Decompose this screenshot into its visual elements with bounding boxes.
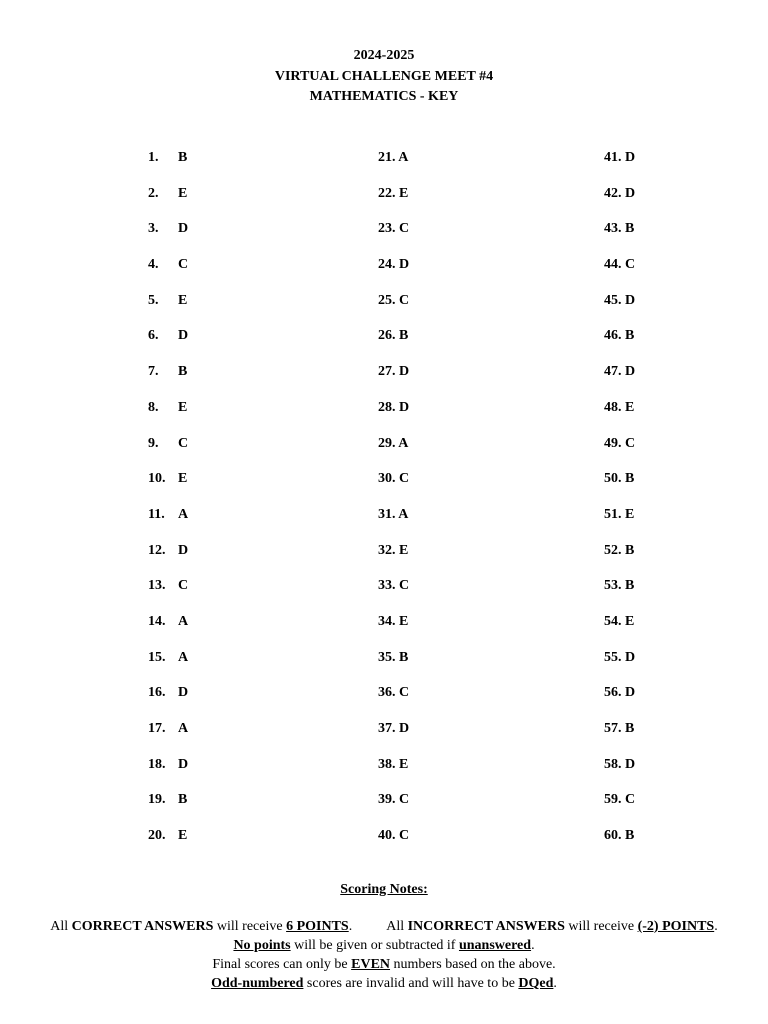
question-number: 42. xyxy=(604,185,622,201)
answer-row xyxy=(148,539,188,575)
answer-row xyxy=(604,396,635,432)
answer-row xyxy=(148,646,188,682)
question-number: 51. xyxy=(604,506,622,522)
question-number: 2. xyxy=(148,185,159,201)
answer-letter: D xyxy=(625,649,636,665)
answer-letter: A xyxy=(178,721,189,736)
answer-row xyxy=(604,146,635,182)
answer-row xyxy=(148,217,188,253)
note-no-points: No points xyxy=(233,938,291,953)
question-number: 58. xyxy=(604,756,622,772)
answer-letter: A xyxy=(398,435,409,451)
answer-row xyxy=(148,467,188,503)
answer-letter: D xyxy=(399,721,410,736)
question-number: 15. xyxy=(148,649,166,665)
answer-letter: A xyxy=(398,506,409,522)
question-number: 38. xyxy=(378,756,396,772)
note-text: . xyxy=(714,919,718,934)
question-number: 20. xyxy=(148,828,166,844)
answer-letter: C xyxy=(625,792,636,808)
answer-row xyxy=(148,146,188,182)
document-header xyxy=(0,46,768,108)
question-number: 46. xyxy=(604,328,622,344)
question-number: 23. xyxy=(378,221,396,237)
answer-row xyxy=(378,610,409,646)
question-number: 43. xyxy=(604,221,622,237)
note-correct-answers: CORRECT ANSWERS xyxy=(71,919,214,934)
question-number: 10. xyxy=(148,471,166,487)
question-number: 17. xyxy=(148,721,166,736)
scoring-note-even xyxy=(0,955,768,974)
answer-letter: C xyxy=(399,792,410,808)
question-number: 24. xyxy=(378,257,396,273)
answer-letter: E xyxy=(178,471,188,487)
question-number: 19. xyxy=(148,792,166,808)
scoring-note-points xyxy=(0,917,768,936)
answer-row xyxy=(604,182,635,218)
question-number: 22. xyxy=(378,185,396,201)
question-number: 33. xyxy=(378,578,396,594)
answer-letter: C xyxy=(625,257,636,273)
answer-letter: C xyxy=(178,435,189,451)
note-text: scores are invalid and will have to be xyxy=(303,976,519,991)
question-number: 55. xyxy=(604,649,622,665)
question-number: 52. xyxy=(604,542,622,558)
question-number: 47. xyxy=(604,364,622,380)
answer-letter: D xyxy=(625,150,636,165)
question-number: 26. xyxy=(378,328,396,344)
header-subject: MATHEMATICS - KEY xyxy=(309,89,459,104)
question-number: 5. xyxy=(148,292,159,308)
answer-letter: D xyxy=(178,221,189,237)
note-incorrect-answers: INCORRECT ANSWERS xyxy=(407,919,565,934)
answer-column-3 xyxy=(604,146,635,860)
answer-letter: D xyxy=(625,292,636,308)
answer-row xyxy=(604,539,635,575)
answer-letter: E xyxy=(625,506,635,522)
note-even: EVEN xyxy=(351,957,391,972)
answer-row xyxy=(148,824,188,860)
question-number: 57. xyxy=(604,721,622,736)
answer-letter: C xyxy=(625,435,636,451)
question-number: 53. xyxy=(604,578,622,594)
answer-letter: C xyxy=(178,257,189,273)
answer-letter: E xyxy=(178,292,188,308)
answer-letter: D xyxy=(178,328,189,344)
question-number: 60. xyxy=(604,828,622,844)
scoring-note-unanswered xyxy=(0,936,768,955)
answer-row xyxy=(604,467,635,503)
scoring-note-odd xyxy=(0,974,768,993)
answer-letter: B xyxy=(625,828,635,844)
note-text: Final scores can only be xyxy=(212,957,352,972)
question-number: 48. xyxy=(604,399,622,415)
question-number: 25. xyxy=(378,292,396,308)
answer-letter: B xyxy=(178,150,188,165)
answer-column-2 xyxy=(378,146,409,860)
note-correct-points: 6 POINTS xyxy=(286,919,349,934)
answer-letter: C xyxy=(399,828,410,844)
question-number: 41. xyxy=(604,150,622,165)
question-number: 30. xyxy=(378,471,396,487)
answer-row xyxy=(148,788,188,824)
answer-letter: D xyxy=(399,257,410,273)
question-number: 59. xyxy=(604,792,622,808)
note-text: All xyxy=(386,919,408,934)
answer-letter: D xyxy=(625,685,636,701)
answer-letter: D xyxy=(399,364,410,380)
answer-letter: E xyxy=(399,185,409,201)
question-number: 56. xyxy=(604,685,622,701)
answer-letter: D xyxy=(178,685,189,701)
answer-row xyxy=(378,574,409,610)
question-number: 32. xyxy=(378,542,396,558)
answer-letter: D xyxy=(399,399,410,415)
question-number: 27. xyxy=(378,364,396,380)
answer-row xyxy=(604,360,635,396)
question-number: 28. xyxy=(378,399,396,415)
question-number: 35. xyxy=(378,649,396,665)
answer-row xyxy=(604,432,635,468)
answer-letter: E xyxy=(625,613,635,629)
answer-row xyxy=(378,289,409,325)
answer-row xyxy=(604,681,635,717)
answer-letter: E xyxy=(178,185,188,201)
answer-letter: B xyxy=(625,578,635,594)
answer-column-1 xyxy=(148,146,188,860)
answer-row xyxy=(378,396,409,432)
header-year: 2024-2025 xyxy=(353,48,415,63)
question-number: 49. xyxy=(604,435,622,451)
answer-row xyxy=(378,360,409,396)
answer-row xyxy=(148,574,188,610)
answer-row xyxy=(604,753,635,789)
question-number: 34. xyxy=(378,613,396,629)
answer-row xyxy=(148,182,188,218)
question-number: 13. xyxy=(148,578,166,594)
question-number: 1. xyxy=(148,150,159,165)
answer-row xyxy=(378,646,409,682)
question-number: 50. xyxy=(604,471,622,487)
answer-letter: B xyxy=(625,721,635,736)
question-number: 3. xyxy=(148,221,159,237)
answer-row xyxy=(378,824,409,860)
answer-letter: E xyxy=(625,399,635,415)
question-number: 36. xyxy=(378,685,396,701)
answer-row xyxy=(148,324,188,360)
question-number: 16. xyxy=(148,685,166,701)
answer-letter: B xyxy=(625,542,635,558)
answer-letter: B xyxy=(625,328,635,344)
answer-letter: A xyxy=(398,150,409,165)
note-text: will receive xyxy=(564,919,638,934)
answer-letter: E xyxy=(399,756,409,772)
answer-letter: A xyxy=(178,506,189,522)
answer-row xyxy=(378,324,409,360)
answer-row xyxy=(604,574,635,610)
question-number: 40. xyxy=(378,828,396,844)
answer-row xyxy=(148,681,188,717)
answer-row xyxy=(148,396,188,432)
answer-letter: C xyxy=(399,471,410,487)
answer-letter: C xyxy=(399,221,410,237)
answer-letter: D xyxy=(625,364,636,380)
answer-row xyxy=(378,146,409,182)
answer-letter: C xyxy=(399,685,410,701)
answer-row xyxy=(148,432,188,468)
note-odd-numbered: Odd-numbered xyxy=(211,976,304,991)
answer-row xyxy=(378,788,409,824)
answer-letter: D xyxy=(625,185,636,201)
answer-letter: D xyxy=(178,756,189,772)
answer-letter: B xyxy=(178,364,188,380)
answer-row xyxy=(378,432,409,468)
scoring-notes xyxy=(0,880,768,993)
scoring-notes-title: Scoring Notes: xyxy=(340,882,428,897)
note-text: . xyxy=(348,919,353,934)
answer-row xyxy=(378,717,409,753)
question-number: 45. xyxy=(604,292,622,308)
answer-row xyxy=(604,824,635,860)
answer-letter: A xyxy=(178,649,189,665)
question-number: 31. xyxy=(378,506,396,522)
note-text: All xyxy=(50,919,72,934)
answer-letter: D xyxy=(625,756,636,772)
answer-row xyxy=(604,717,635,753)
header-meet-title: VIRTUAL CHALLENGE MEET #4 xyxy=(274,68,494,84)
answer-letter: C xyxy=(178,578,189,594)
answer-row xyxy=(604,324,635,360)
answer-row xyxy=(604,253,635,289)
answer-letter: B xyxy=(399,649,409,665)
answer-letter: C xyxy=(399,578,410,594)
question-number: 39. xyxy=(378,792,396,808)
answer-letter: E xyxy=(178,399,188,415)
question-number: 9. xyxy=(148,435,159,451)
answer-row xyxy=(378,753,409,789)
answer-row xyxy=(604,503,635,539)
answer-row xyxy=(148,289,188,325)
answer-letter: B xyxy=(178,792,188,808)
note-text: will receive xyxy=(213,919,287,934)
answer-row xyxy=(378,681,409,717)
answer-row xyxy=(604,788,635,824)
answer-letter: E xyxy=(399,542,409,558)
note-dqed: DQed xyxy=(518,976,554,991)
question-number: 7. xyxy=(148,364,159,380)
answer-letter: A xyxy=(178,613,189,629)
answer-row xyxy=(604,610,635,646)
question-number: 18. xyxy=(148,756,166,772)
question-number: 4. xyxy=(148,257,159,273)
question-number: 14. xyxy=(148,613,166,629)
answer-row xyxy=(378,217,409,253)
question-number: 11. xyxy=(148,506,165,522)
answer-row xyxy=(604,289,635,325)
note-text: will be given or subtracted if xyxy=(290,938,459,953)
question-number: 29. xyxy=(378,435,396,451)
note-text: . xyxy=(553,976,557,991)
answer-row xyxy=(148,610,188,646)
answer-letter: E xyxy=(399,613,409,629)
answer-row xyxy=(148,253,188,289)
answer-letter: E xyxy=(178,828,188,844)
answer-row xyxy=(378,253,409,289)
answer-row xyxy=(604,646,635,682)
question-number: 12. xyxy=(148,542,166,558)
answer-row xyxy=(148,360,188,396)
answer-row xyxy=(378,467,409,503)
answer-letter: B xyxy=(625,471,635,487)
answer-row xyxy=(148,503,188,539)
answer-row xyxy=(604,217,635,253)
note-text: numbers based on the above. xyxy=(390,957,556,972)
question-number: 8. xyxy=(148,399,159,415)
answer-row xyxy=(148,717,188,753)
question-number: 54. xyxy=(604,613,622,629)
answer-letter: C xyxy=(399,292,410,308)
question-number: 44. xyxy=(604,257,622,273)
answer-letter: D xyxy=(178,542,189,558)
answer-row xyxy=(148,753,188,789)
answer-row xyxy=(378,503,409,539)
answer-row xyxy=(378,539,409,575)
answer-row xyxy=(378,182,409,218)
question-number: 21. xyxy=(378,150,396,165)
question-number: 37. xyxy=(378,721,396,736)
note-text: . xyxy=(531,938,535,953)
answer-letter: B xyxy=(399,328,409,344)
note-incorrect-points: (-2) POINTS xyxy=(637,919,715,934)
question-number: 6. xyxy=(148,328,159,344)
answer-key-grid xyxy=(0,146,768,866)
answer-letter: B xyxy=(625,221,635,237)
note-unanswered: unanswered xyxy=(458,938,532,953)
